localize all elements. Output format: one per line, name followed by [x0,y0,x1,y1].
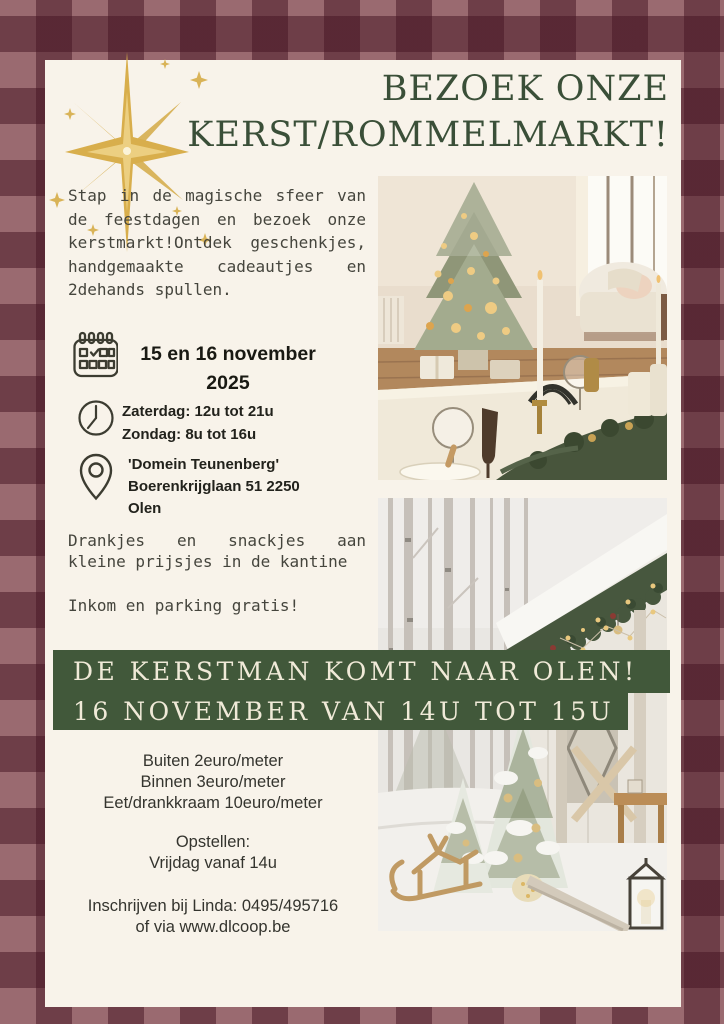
banner-line2: 16 NOVEMBER VAN 14U TOT 15U [53,693,628,730]
calendar-icon [72,331,118,379]
contact-phone: Inschrijven bij Linda: 0495/495716 [87,897,339,915]
santa-banner [53,650,670,730]
price-inside: Binnen 3euro/meter [140,773,286,791]
pricing-section [65,751,361,938]
title-line-1: BEZOEK ONZE [381,69,669,109]
setup-time: Vrijdag vanaf 14u [149,854,277,872]
clock-icon [76,398,116,438]
location-city: Olen [128,500,162,517]
location-street: Boerenkrijglaan 51 2250 [128,478,300,495]
price-outside: Buiten 2euro/meter [142,752,284,770]
flyer-card [45,60,681,1007]
event-date-line2: 2025 [206,372,250,394]
location-pin-icon [78,452,114,504]
flyer-title [187,66,669,158]
event-date [115,340,341,398]
contact-info [65,896,361,938]
kantine-text: Drankjes en snackjes aan kleine prijsjes in de kantine [68,531,366,571]
contact-website: of via www.dlcoop.be [135,918,291,936]
event-location [128,454,300,520]
opening-hours [122,400,274,446]
price-foodstand: Eet/drankkraam 10euro/meter [103,794,323,812]
event-date-line1: 15 en 16 november [140,343,316,365]
title-line-2: KERST/ROMMELMARKT! [187,115,669,155]
banner-line1: DE KERSTMAN KOMT NAAR OLEN! [53,650,670,693]
location-name: 'Domein Teunenberg' [128,456,280,473]
setup-label: Opstellen: [175,833,251,851]
intro-text: Stap in de magische sfeer van de feestdagen en bezoek onze kerstmarkt!Ontdek geschenkjes, handgemaakte cadeautjes en 2dehands spullen. [68,186,366,300]
hours-saturday: Zaterdag: 12u tot 21u [122,403,274,420]
free-entry-text: Inkom en parking gratis! [68,596,300,615]
hours-sunday: Zondag: 8u tot 16u [122,426,257,443]
setup-info [65,832,361,874]
photo-christmas-interior [378,176,667,480]
price-list [65,751,361,814]
